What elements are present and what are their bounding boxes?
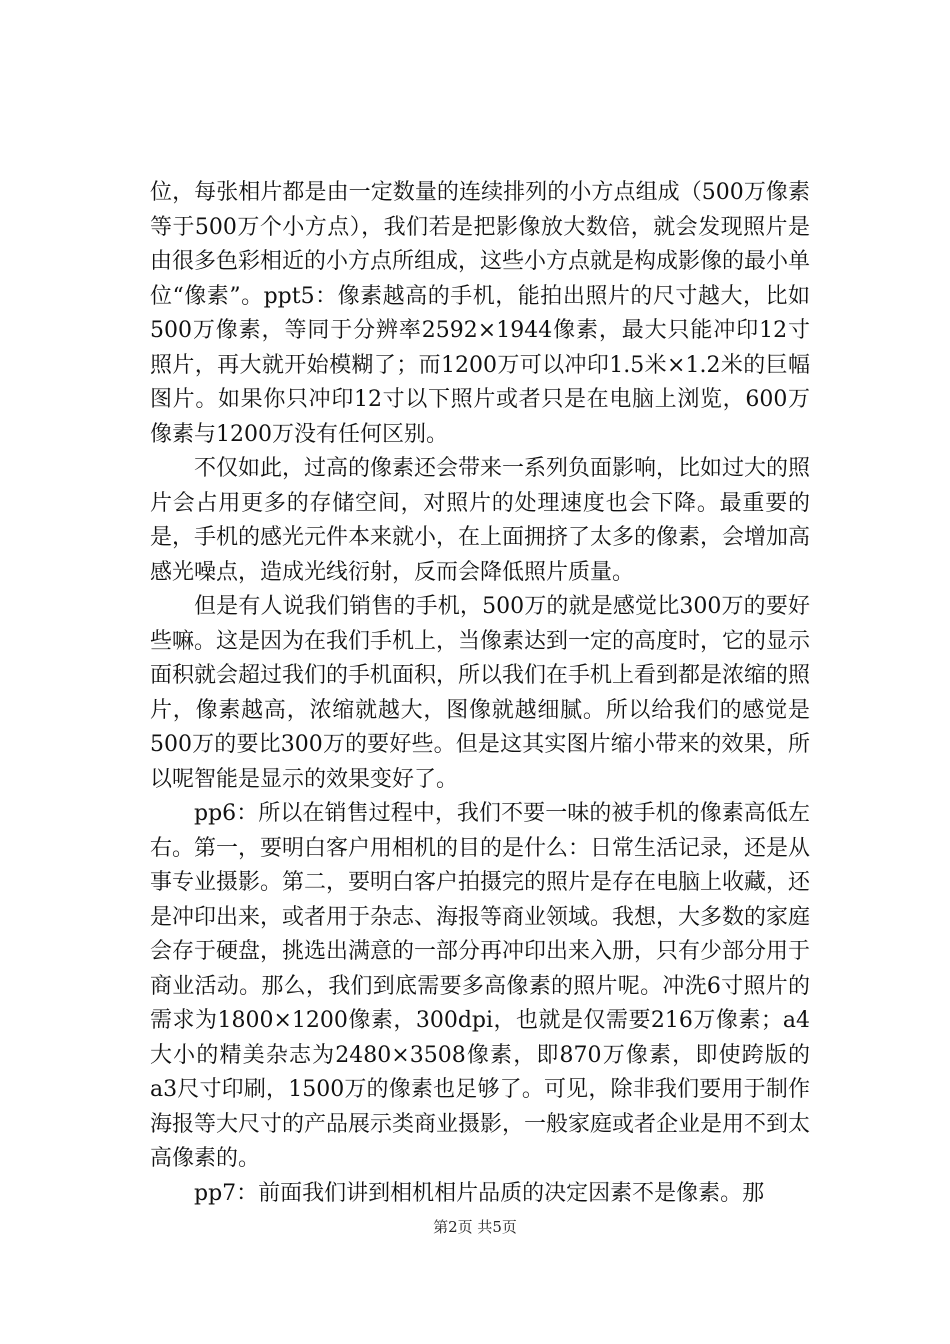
paragraph-3: 但是有人说我们销售的手机，500万的就是感觉比300万的要好些嘛。这是因为在我们手机上，当像素达到一定的高度时，它的显示面积就会超过我们的手机面积，所以我们在手机上看到都是浓缩的照片，像素越高，浓缩就越大，图像就越细腻。所以给我们的感觉是500万的要比300万的要好些。但是这其实图片缩小带来的效果，所以呢智能是显示的效果变好了。 xyxy=(150,594,811,792)
paragraph-1: 位，每张相片都是由一定数量的连续排列的小方点组成（500万像素等于500万个小方点），我们若是把影像放大数倍，就会发现照片是由很多色彩相近的小方点所组成，这些小方点就是构成影像的最小单位“像素”。ppt5：像素越高的手机，能拍出照片的尺寸越大，比如500万像素，等同于分辨率2592×1944像素，最大只能冲印12寸照片，再大就开始模糊了；而1200万可以冲印1.5米×1.2米的巨幅图片。如果你只冲印12寸以下照片或者只是在电脑上浏览，600万像素与1200万没有任何区别。 xyxy=(150,180,811,447)
paragraph-2: 不仅如此，过高的像素还会带来一系列负面影响，比如过大的照片会占用更多的存储空间，对照片的处理速度也会下降。最重要的是，手机的感光元件本来就小，在上面拥挤了太多的像素，会增加高感光噪点，造成光线衍射，反而会降低照片质量。 xyxy=(150,456,811,585)
document-body xyxy=(150,176,810,1211)
page-footer: 第2页 共5页 xyxy=(433,1218,517,1236)
paragraph-4: pp6：所以在销售过程中，我们不要一味的被手机的像素高低左右。第一，要明白客户用相机的目的是什么：日常生活记录，还是从事专业摄影。第二，要明白客户拍摄完的照片是存在电脑上收藏，还是冲印出来，或者用于杂志、海报等商业领域。我想，大多数的家庭会存于硬盘，挑选出满意的一部分再冲印出来入册，只有少部分用于商业活动。那么，我们到底需要多高像素的照片呢。冲洗6寸照片的需求为1800×1200像素，300dpi，也就是仅需要216万像素；a4大小的精美杂志为2480×3508像素，即870万像素，即使跨版的a3尺寸印刷，1500万的像素也足够了。可见，除非我们要用于制作海报等大尺寸的产品展示类商业摄影，一般家庭或者企业是用不到太高像素的。 xyxy=(150,801,811,1171)
paragraph-5: pp7：前面我们讲到相机相片品质的决定因素不是像素。那 xyxy=(194,1180,765,1206)
